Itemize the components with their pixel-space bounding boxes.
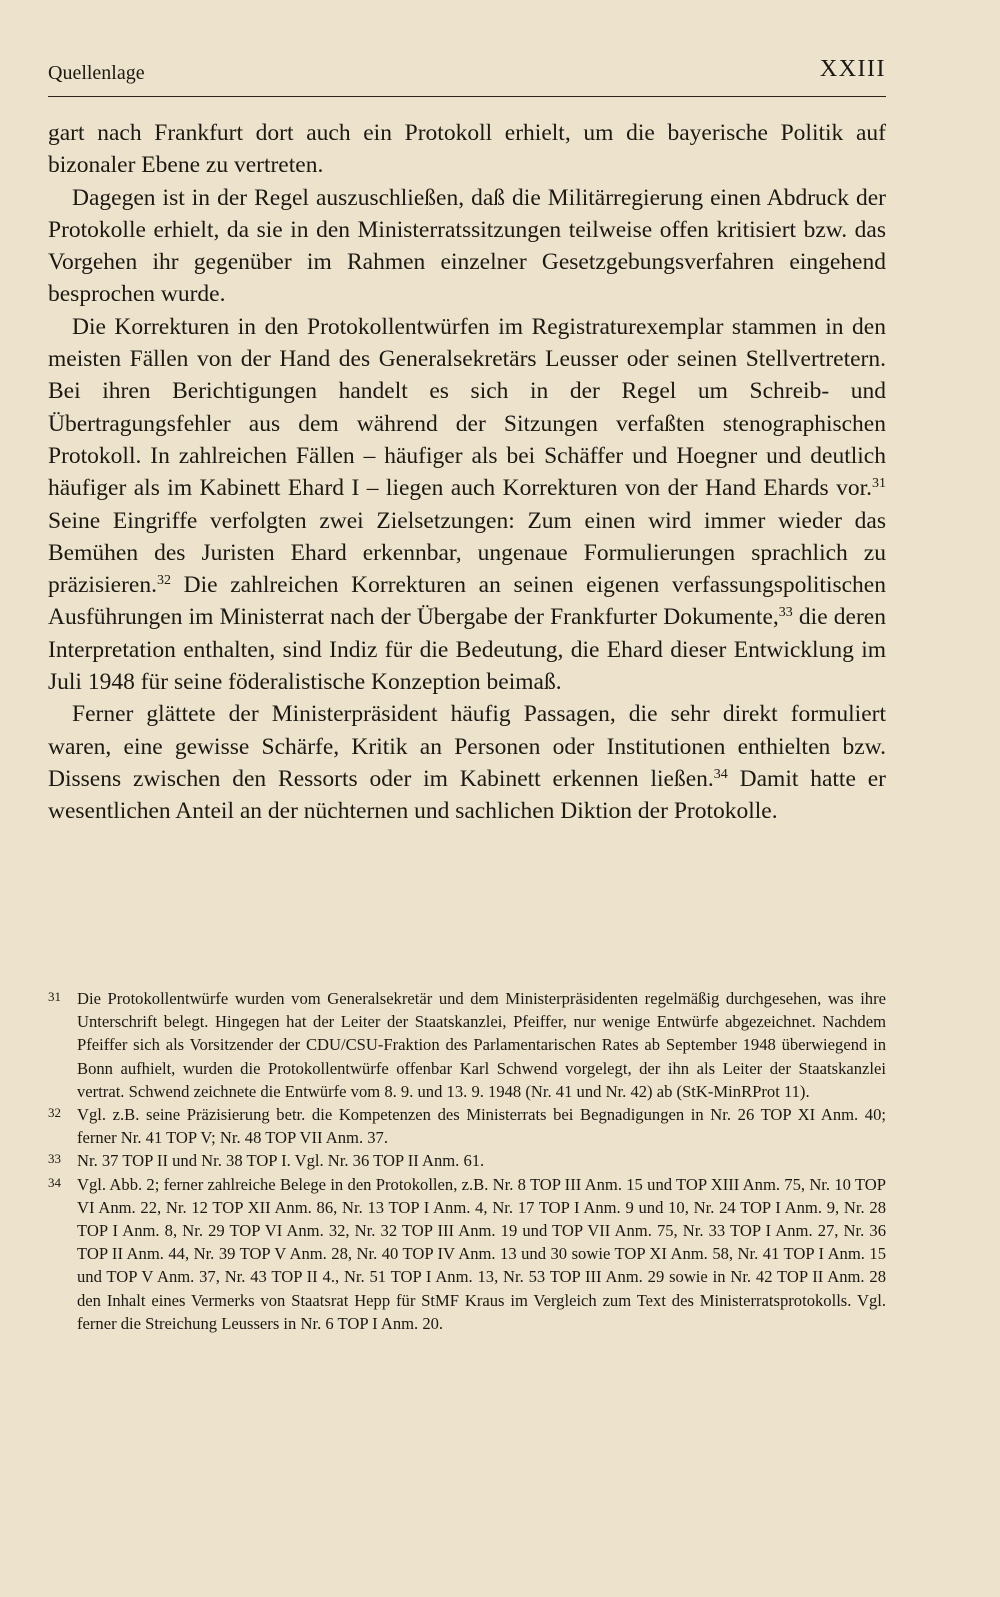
footnote-ref-31: 31 (872, 476, 886, 492)
footnote-number: 33 (48, 1151, 61, 1167)
footnote-text: Die Protokollentwürfe wurden vom Generalsekretär und dem Ministerpräsidenten regelmäßig durchgesehen, was ihre Unterschrift belegt. Hingegen hat der Leiter der Staatskanzlei, Pfeiffer, nur wenige Entwürfe abgezeichnet. Nachdem Pfeiffer sich als Vorsitzender der CDU/CSU-Fraktion des Parlamentarischen Rates ab September 1948 überwiegend in Bonn aufhielt, wurden die Protokollentwürfe offenbar Karl Schwend vorgelegt, der ihn als Leiter der Staatskanzlei vertrat. Schwend zeichnete die Entwürfe vom 8. 9. und 13. 9. 1948 (Nr. 41 und Nr. 42) ab (StK-MinRProt 11). (77, 989, 886, 1101)
main-text (48, 117, 886, 828)
paragraph-4-text-b: Damit hatte er wesentlichen Anteil an der nüchternen und sachlichen Diktion der Protokolle. (48, 765, 886, 825)
footnote-number: 31 (48, 989, 61, 1004)
paragraph-3-text-b: Seine Eingriffe verfolgten zwei Zielsetzungen: Zum einen wird immer wieder das Bemühen des Juristen Ehard erkennbar, ungenaue Formulierungen sprachlich zu präzisieren. (48, 507, 886, 599)
paragraph-3-text-a: Die Korrekturen in den Protokollentwürfen im Registraturexemplar stammen in den meisten Fällen von der Hand des Generalsekretärs Leusser oder seinen Stellvertretern. Bei ihren Berichtigungen handelt es sich in der Regel um Schreib- und Übertragungsfehler aus dem während der Sitzungen verfaßten stenographischen Protokoll. In zahlreichen Fällen – häufiger als bei Schäffer und Hoegner und deutlich häufiger als im Kabinett Ehard I – liegen auch Korrekturen von der Hand Ehards vor. (48, 313, 886, 502)
paragraph-3-text-d: die deren Interpretation enthalten, sind Indiz für die Bedeutung, die Ehard dieser Entwicklung im Juli 1948 für seine föderalistische Konzeption beimaß. (48, 604, 886, 696)
footnote-32 (48, 1103, 886, 1149)
paragraph-4 (48, 698, 886, 827)
footnote-text: Vgl. z.B. seine Präzisierung betr. die Kompetenzen des Ministerrats bei Begnadigungen in Nr. 26 TOP XI Anm. 40; ferner Nr. 41 TOP V; Nr. 48 TOP VII Anm. 37. (77, 1105, 886, 1148)
page-header (48, 56, 886, 97)
paragraph-1: gart nach Frankfurt dort auch ein Protokoll erhielt, um die bayerische Politik auf bizonaler Ebene zu vertreten. (48, 120, 886, 179)
footnote-34 (48, 1173, 886, 1335)
footnote-33 (48, 1149, 886, 1172)
paragraph-3-text-c: Die zahlreichen Korrekturen an seinen eigenen verfassungspolitischen Ausführungen im Ministerrat nach der Übergabe der Frankfurter Dokumente, (48, 572, 886, 631)
page-number: XXIII (819, 56, 886, 82)
footnote-ref-32: 32 (156, 573, 171, 589)
footnote-number: 34 (48, 1174, 61, 1190)
footnote-31 (48, 987, 886, 1103)
footnotes (48, 987, 886, 1335)
footnote-ref-34: 34 (713, 766, 728, 782)
footnote-number: 32 (48, 1105, 61, 1121)
paragraph-2: Dagegen ist in der Regel auszuschließen, daß die Militärregierung einen Abdruck der Protokolle erhielt, da sie in den Ministerratssitzungen teilweise offen kritisiert bzw. das Vorgehen ihr gegenüber im Rahmen einzelner Gesetzgebungsverfahren eingehend besprochen wurde. (48, 184, 886, 308)
paragraph-3 (48, 311, 886, 699)
running-head: Quellenlage (48, 62, 145, 84)
footnote-text: Nr. 37 TOP II und Nr. 38 TOP I. Vgl. Nr. 36 TOP II Anm. 61. (77, 1151, 485, 1171)
footnote-text: Vgl. Abb. 2; ferner zahlreiche Belege in den Protokollen, z.B. Nr. 8 TOP III Anm. 15 und TOP XIII Anm. 75, Nr. 10 TOP VI Anm. 22, Nr. 12 TOP XII Anm. 86, Nr. 13 TOP I Anm. 4, Nr. 17 TOP I Anm. 9 und 10, Nr. 24 TOP I Anm. 9, Nr. 28 TOP I Anm. 8, Nr. 29 TOP VI Anm. 32, Nr. 32 TOP III Anm. 19 und TOP VII Anm. 75, Nr. 33 TOP I Anm. 27, Nr. 36 TOP II Anm. 44, Nr. 39 TOP V Anm. 28, Nr. 40 TOP IV Anm. 13 und 30 sowie TOP XI Anm. 58, Nr. 41 TOP I Anm. 15 und TOP V Anm. 37, Nr. 43 TOP II 4., Nr. 51 TOP I Anm. 13, Nr. 53 TOP III Anm. 29 sowie in Nr. 42 TOP II Anm. 28 den Inhalt eines Vermerks von Staatsrat Hepp für StMF Kraus im Vergleich zum Text des Ministerratsprotokolls. Vgl. ferner die Streichung Leussers in Nr. 6 TOP I Anm. 20. (77, 1174, 886, 1333)
footnote-ref-33: 33 (778, 605, 793, 621)
paragraph-4-text-a: Ferner glättete der Ministerpräsident häufig Passagen, die sehr direkt formuliert waren, eine gewisse Schärfe, Kritik an Personen oder Institutionen enthielten bzw. Dissens zwischen den Ressorts oder im Kabinett erkennen ließen. (48, 701, 886, 792)
